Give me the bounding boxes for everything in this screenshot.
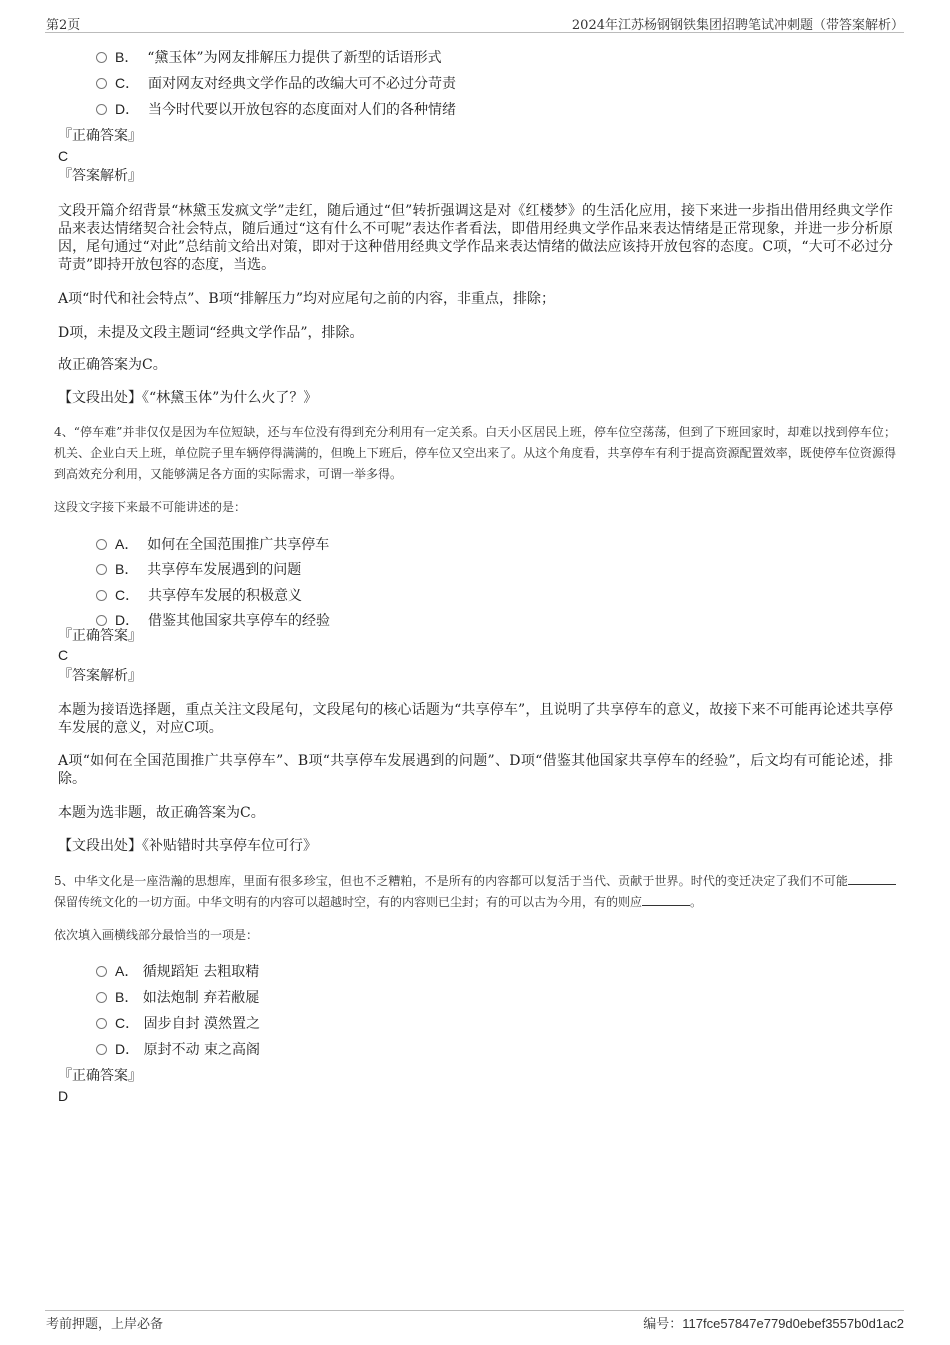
q3-answer: C [58, 148, 69, 164]
header-divider [45, 32, 904, 33]
radio-icon[interactable] [96, 1018, 107, 1029]
radio-icon[interactable] [96, 1044, 107, 1055]
q3-analysis-paragraph: A项“时代和社会特点”、B项“排解压力”均对应尾句之前的内容，非重点，排除； [58, 291, 556, 307]
q4-question: 这段文字接下来最不可能讲述的是： [54, 500, 247, 514]
radio-icon[interactable] [96, 564, 107, 575]
q4-option-b[interactable]: B． 共享停车发展遇到的问题 [96, 559, 301, 579]
q5-question: 依次填入画横线部分最恰当的一项是： [54, 928, 259, 942]
radio-icon[interactable] [96, 52, 107, 63]
q3-analysis-paragraph: D项，未提及文段主题词“经典文学作品”，排除。 [58, 325, 364, 341]
q4-stem: 4、“停车难”并非仅仅是因为车位短缺，还与车位没有得到充分利用有一定关系。白天小区居民上班，停车位空荡荡，但到了下班回家时，却难以找到停车位；机关、企业白天上班，单位院子里车辆停得满满的，但晚上下班后，停车位又空出来了。从这个角度看，共享停车有利于提高资源配置效率，既使停车位资源得到高效充分利用，又能够满足各方面的实际需求，可谓一举多得。 [54, 425, 896, 481]
q4-analysis-paragraph: 本题为选非题，故正确答案为C。 [58, 805, 265, 821]
q4-option-a[interactable]: A． 如何在全国范围推广共享停车 [96, 534, 329, 554]
radio-icon[interactable] [96, 615, 107, 626]
q5-option-c[interactable]: C． 固步自封 漠然置之 [96, 1013, 260, 1033]
q4-answer: C [58, 647, 69, 663]
document-title: 2024年江苏杨钢钢铁集团招聘笔试冲刺题（带答案解析） [571, 18, 904, 33]
radio-icon[interactable] [96, 590, 107, 601]
radio-icon[interactable] [96, 992, 107, 1003]
radio-icon[interactable] [96, 966, 107, 977]
q3-answer-label: 『正确答案』 [58, 128, 142, 144]
radio-icon[interactable] [96, 104, 107, 115]
fill-blank [848, 872, 896, 885]
q3-analysis-paragraph: 故正确答案为C。 [58, 357, 167, 373]
q4-answer-label: 『正确答案』 [58, 628, 142, 644]
page-number: 第2页 [46, 18, 81, 33]
document-id: 编号：117fce57847e779d0ebef3557b0d1ac2 [643, 1316, 904, 1332]
q5-option-d[interactable]: D． 原封不动 束之高阁 [96, 1039, 260, 1059]
radio-icon[interactable] [96, 78, 107, 89]
q5-answer: D [58, 1088, 69, 1104]
q5-option-a[interactable]: A． 循规蹈矩 去粗取精 [96, 961, 259, 981]
q4-analysis-label: 『答案解析』 [58, 668, 142, 684]
q5-answer-label: 『正确答案』 [58, 1068, 142, 1084]
q4-option-c[interactable]: C． 共享停车发展的积极意义 [96, 585, 302, 605]
footer-divider [45, 1310, 904, 1311]
q4-option-d[interactable]: D． 借鉴其他国家共享停车的经验 [96, 610, 330, 630]
q5-option-b[interactable]: B． 如法炮制 弃若敝屣 [96, 987, 259, 1007]
radio-icon[interactable] [96, 539, 107, 550]
q4-analysis-paragraph: A项“如何在全国范围推广共享停车”、B项“共享停车发展遇到的问题”、D项“借鉴其他国家共享停车的经验”，后文均有可能论述，排除。 [58, 753, 893, 787]
q5-stem: 5、中华文化是一座浩瀚的思想库，里面有很多珍宝，但也不乏糟粕，不是所有的内容都可以复活于当代、贡献于世界。时代的变迁决定了我们不可能保留传统文化的一切方面。中华文明有的内容可以超越时空，有的内容则已尘封；有的可以古为今用，有的则应 。 [54, 871, 896, 913]
q4-source: 【文段出处】《补贴错时共享停车位可行》 [58, 838, 317, 854]
q3-analysis-label: 『答案解析』 [58, 168, 142, 184]
q4-analysis-paragraph: 本题为接语选择题，重点关注文段尾句，文段尾句的核心话题为“共享停车”，且说明了共享停车的意义，故接下来不可能再论述共享停车发展的意义，对应C项。 [58, 702, 893, 736]
fill-blank [642, 893, 690, 906]
q3-option-b[interactable]: B． “黛玉体”为网友排解压力提供了新型的话语形式 [96, 47, 442, 67]
q3-option-d[interactable]: D． 当今时代要以开放包容的态度面对人们的各种情绪 [96, 99, 456, 119]
q3-analysis-paragraph: 文段开篇介绍背景“林黛玉发疯文学”走红，随后通过“但”转折强调这是对《红楼梦》的生活化应用，接下来进一步指出借用经典文学作品来表达情绪契合社会特点，随后通过“这有什么不可呢”表达作者看法，即借用经典文学作品来表达情绪是正常现象，并进一步分析原因，尾句通过“对此”总结前文给出对策，即对于这种借用经典文学作品来表达情绪的做法应该持开放包容的态度。C项，“大可不必过分苛责”即持开放包容的态度，当选。 [58, 203, 893, 273]
q3-option-c[interactable]: C． 面对网友对经典文学作品的改编大可不必过分苛责 [96, 73, 456, 93]
footer-slogan: 考前押题，上岸必备 [46, 1317, 164, 1332]
q3-source: 【文段出处】《“林黛玉体”为什么火了？》 [58, 390, 318, 406]
